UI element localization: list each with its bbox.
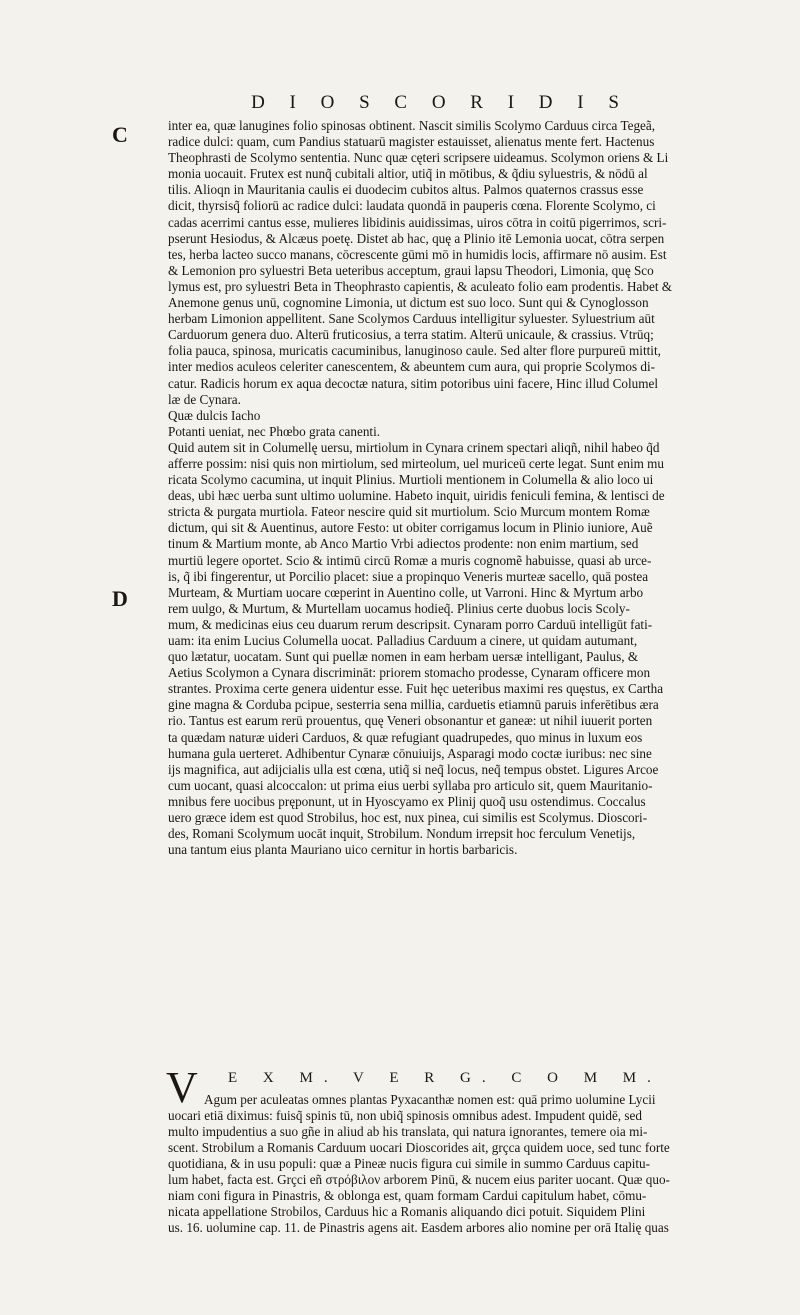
margin-letter-d: D	[112, 586, 128, 611]
text-line: uam: ita enim Lucius Columella uocat. Palladius Carduum a cinere, ut quidam autumant,	[168, 633, 638, 648]
commentary-title: E X M. V E R G. C O M M.	[228, 1069, 662, 1086]
commentary-line: quotidiana, & in usu populi: quæ a Pineæ nucis figura cui simile in summo Carduus capitu-	[168, 1155, 651, 1171]
commentary-line: lum habet, facta est. Grçci eñ στρόβιλον arborem Pinū, & nucem eius pariter uocant. Quæ quo-	[168, 1172, 670, 1187]
text-line	[168, 1003, 750, 1019]
text-line: rem uulgo, & Murtum, & Murtellam uocamus hodieq̃. Plinius certe duobus locis Scoly-	[168, 600, 630, 616]
text-line: lymus est, pro syluestri Beta in Theophrasto capientis, & aculeato folio eam prodentis. Habet &	[168, 278, 673, 294]
text-line	[168, 971, 750, 987]
text-line: des, Romani Scolymum uocāt inquit, Strobilum. Nondum irrepsit hoc ferculum Venetijs,	[168, 826, 636, 842]
commentary-line	[168, 1252, 750, 1268]
text-line: catur. Radicis horum ex aqua decoctæ natura, sitim potoribus uini facere, Hinc illud Columel	[168, 375, 659, 391]
text-line: ta quædam naturæ uideri Carduos, & quæ refugiant quadrupedes, quo minus in luxum eos	[168, 729, 643, 745]
margin-letter-c: C	[112, 122, 128, 147]
text-line	[168, 891, 750, 907]
commentary-line: uocari etiā diximus: fuisq̃ spinis tū, non ubiq̃ spinosis omnibus adest. Impudent quidē, sed	[168, 1107, 642, 1123]
text-line: Quæ dulcis Iacho	[168, 407, 261, 423]
text-line: Anemone genus unū, cognomine Limonia, ut dictum est suo loco. Sunt qui & Cynoglosson	[168, 295, 649, 311]
verse-line: ricata Scolymo cacumina, ut inquit Plinius. Murtioli mentionem in Columella & alio loco ui	[168, 472, 654, 488]
text-line	[168, 923, 750, 939]
text-line: Quid autem sit in Columellę uersu, mirtiolum in Cynara crinem spectari aliqñ, nihil habeo q̃d	[168, 439, 660, 455]
text-line: & Lemonion pro syluestri Beta ueteribus acceptum, graui lapsu Theodori, Limonia, quę Sco	[168, 262, 654, 278]
text-line: strantes. Proxima certe genera uidentur esse. Fuit hęc ueteribus maximi res quęstus, ex Cartha	[168, 681, 664, 697]
text-line: ijs magnifica, aut adijcialis ulla est cœna, utiq̃ si neq̃ locus, neq̃ tempus obstet. Ligures Arcoe	[168, 761, 659, 777]
commentary-line: niam coni figura in Pinastris, & oblonga est, quam formam Cardui capitulum habet, cōmu-	[168, 1188, 647, 1204]
text-line: is, q̃ ibi fingerentur, ut Porcilio placet: siue a propinquo Veneris murteæ sacello, quā postea	[168, 568, 649, 584]
text-line	[168, 1019, 750, 1035]
text-line	[168, 1051, 750, 1067]
text-line: rio. Tantus est earum rerū prouentus, quę Veneri obsonantur et ganeæ: ut nihil iuuerit porten	[168, 713, 653, 729]
verse-line: afferre possim: nisi quis non mirtiolum, sed mirteolum, uel muriceū certe legat. Sunt enim mu	[168, 455, 665, 471]
commentary-line: scent. Strobilum a Romanis Carduum uocari Dioscorides ait, grçca quidem uoce, sed tunc forte	[168, 1139, 670, 1155]
text-line	[168, 1035, 750, 1051]
text-line: stricta & purgata murtiola. Fateor nescire quid sit murtiolum. Scio Murcum montem Romæ	[168, 504, 650, 520]
text-line: læ de Cynara.	[168, 391, 241, 407]
text-line: dictum, qui sit & Auentinus, autore Festo: ut obiter corrigamus locum in Plinio iuniore, Auẽ	[168, 520, 653, 536]
commentary-line: nicata appellatione Strobilos, Carduus hic a Romanis aliquando dici potuit. Siquidem Plini	[168, 1204, 646, 1220]
text-line: inter ea, quæ lanugines folio spinosas obtinent. Nascit similis Scolymo Carduus circa Tegeã,	[168, 118, 656, 133]
text-line	[168, 907, 750, 923]
text-line: herbam Limonion appellitent. Sane Scolymos Carduus intelligitur syluester. Syluestrium aūt	[168, 311, 655, 327]
commentary-line: us. 16. uolumine cap. 11. de Pinastris agens ait. Easdem arbores alio nomine per orā Italię quas	[168, 1220, 669, 1236]
commentary-line: Agum per aculeatas omnes plantas Pyxacanthæ nomen est: quā primo uolumine Lycii	[204, 1091, 656, 1107]
text-line: folia pauca, spinosa, muricatis cacuminibus, lanuginoso caule. Sed alter flore purpureū mittit,	[168, 343, 661, 359]
text-line: radice dulci: quam, cum Pandius statuarū magister estauisset, alienatus mente fert. Hactenus	[168, 134, 655, 150]
text-line	[168, 874, 750, 890]
text-line: tes, herba lacteo succo manans, cōcrescente gūmi mō in humidis locis, affirmare nō ausim. Est	[168, 246, 667, 262]
text-line: Carduorum genera duo. Alterū fruticosius, a terra statim. Alterū unicaule, & crassius. Vtrūq;	[168, 327, 654, 343]
commentary-line: multo impudentius a suo gñe in aliud ab his translata, qui natura ignorantes, temere oia mi-	[168, 1123, 648, 1139]
text-line: cadas acerrimi cantus esse, mulieres libidinis auidissimas, uiros cōtra in coitū pigerrimos, scri-	[168, 214, 667, 230]
text-line	[168, 858, 750, 874]
running-head: D I O S C O R I D I S	[251, 92, 629, 113]
text-line	[168, 955, 750, 971]
text-line: Theophrasti de Scolymo sententia. Nunc quæ cęteri scripsere uideamus. Scolymon oriens & Li	[168, 150, 669, 166]
text-line: inter medios aculeos celeriter canescentem, & abeuntem cum aura, qui proprie Scolymos di-	[168, 359, 656, 375]
text-line: dicit, thyrsisq̃ foliorū ac radice dulci: laudata quondā in pauperis cœna. Florente Scolymo, ci	[168, 198, 656, 214]
text-line: gine magna & Corduba pcipue, sesterria sena millia, carduetis etiamnū paruis inferētibus æra	[168, 697, 659, 713]
commentary-line	[168, 1236, 750, 1252]
text-line	[168, 987, 750, 1003]
text-line: una tantum eius planta Mauriano uico cernitur in hortis barbaricis.	[168, 842, 518, 858]
text-line: uero græce idem est quod Strobilus, hoc est, nux pinea, cui similis est Scolymus. Dioscori-	[168, 810, 648, 826]
text-line: murtiū legere oportet. Scio & intimū circū Romæ a muris cognomẽ habuisse, quasi ab urce-	[168, 552, 652, 568]
text-line: Murteam, & Murtiam uocare cœperint in Auentino colle, ut Varroni. Hinc & Myrtum arbo	[168, 584, 644, 600]
text-line: pserunt Hesiodus, & Alcæus poetę. Distet ab hac, quę a Plinio itē Lemonia uocat, cōtra serpen	[168, 230, 665, 246]
text-line: deas, ubi hæc uerba sunt ultimo uolumine. Habeto inquit, uiridis feniculi femina, & lentisci de	[168, 488, 665, 504]
text-line: cum uocant, quasi alcoccalon: ut prima eius uerbi syllaba pro articulo sit, quem Mauritanio-	[168, 777, 653, 793]
text-line: humana gula uerteret. Adhibentur Cynaræ cōnuiuijs, Asparagi modo coctæ iuribus: nec sine	[168, 745, 652, 761]
text-line: tilis. Alioqn in Mauritania caulis ei duodecim cubitos altus. Palmos quaternos crassus esse	[168, 182, 644, 198]
text-line: Aetius Scolymon a Cynara discrimināt: priorem stomacho prodesse, Cynaram officere mon	[168, 665, 651, 681]
text-line: Potanti ueniat, nec Phœbo grata canenti.	[168, 423, 381, 439]
text-line	[168, 939, 750, 955]
main-text	[168, 118, 750, 1269]
text-line: tinum & Martium monte, ab Anco Martio Vrbi adiectos prodente: non enim martium, sed	[168, 536, 639, 552]
text-line: monia uocauit. Frutex est nunq̃ cubitali altior, utiq̃ in mōtibus, & q̃diu syluestris, & nōdū al	[168, 166, 648, 182]
text-line: quo lætatur, uocatam. Sunt qui puellæ nomen in eam herbam uersæ intelligant, Paulus, &	[168, 649, 639, 665]
text-line: mum, & medicinas eius ceu duarum rerum descripsit. Cynaram porro Carduū intelligūt fati-	[168, 616, 653, 632]
text-line: mnibus fere uocibus pręponunt, ut in Hyoscyamo ex Plinij quoq̃ usu ostendimus. Coccalus	[168, 793, 646, 809]
drop-cap: V	[166, 1062, 198, 1112]
